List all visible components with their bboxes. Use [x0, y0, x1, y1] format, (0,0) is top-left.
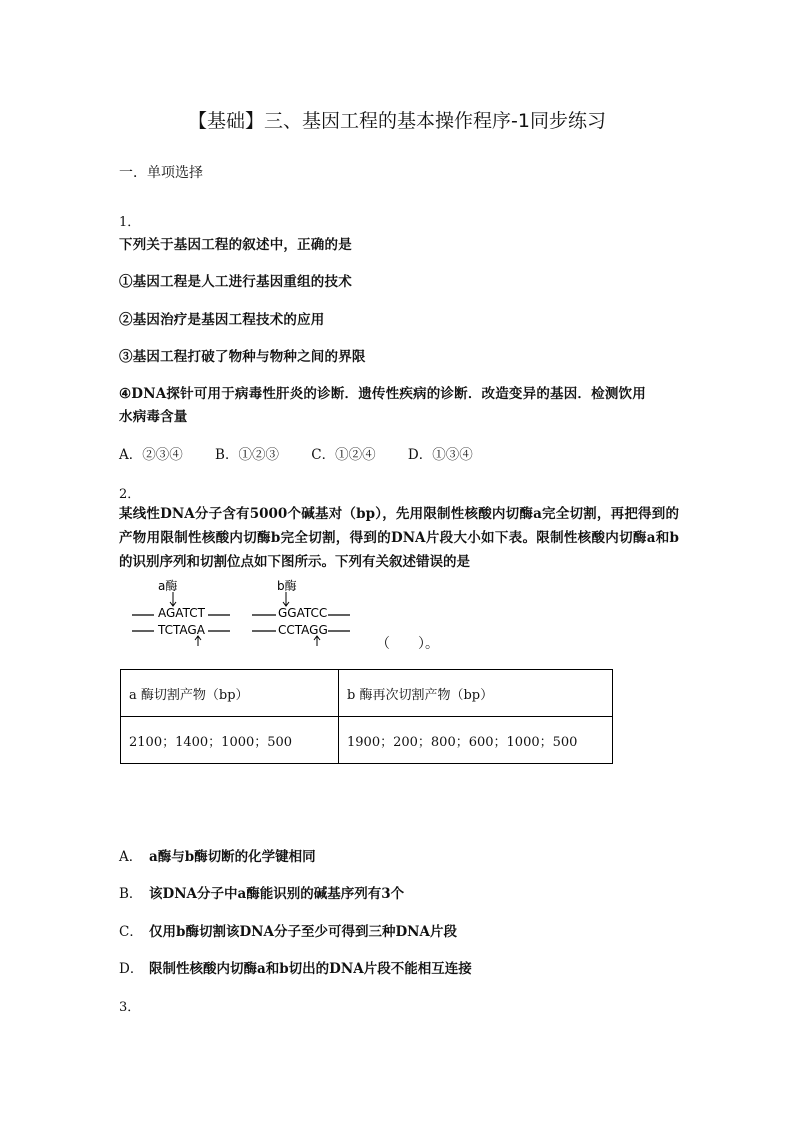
enzyme-b-label: b酶: [277, 579, 297, 593]
page-title: 【基础】三、基因工程的基本操作程序-1同步练习: [188, 110, 606, 132]
answer-parentheses: （ ）。: [376, 636, 439, 652]
question-1-number: 1．: [119, 215, 141, 230]
option-label: D．: [119, 961, 144, 977]
section-heading: 一．单项选择: [119, 165, 203, 181]
table-cell-b: 1900；200；800；600；1000；500: [339, 717, 613, 764]
question-1-statement-2: ②基因治疗是基因工程技术的应用: [119, 312, 325, 328]
question-2-option-a[interactable]: [119, 845, 316, 865]
table-header-a: a 酶切割产物（bp）: [121, 670, 339, 717]
table-header-b: b 酶再次切割产物（bp）: [339, 670, 613, 717]
fragment-table: [120, 669, 613, 764]
enzyme-a-bottom-strand: TCTAGA: [158, 623, 205, 637]
question-1-statement-4-cont: 水病毒含量: [119, 409, 188, 425]
question-2-option-c[interactable]: [119, 920, 457, 940]
question-1-statement-1: ①基因工程是人工进行基因重组的技术: [119, 274, 352, 290]
table-cell-a: 2100；1400；1000；500: [121, 717, 339, 764]
question-1-option-a[interactable]: A．②③④: [119, 447, 183, 463]
question-2-option-d[interactable]: [119, 957, 472, 977]
option-text: 该DNA分子中a酶能识别的碱基序列有3个: [149, 886, 405, 902]
option-label: B．: [119, 886, 143, 902]
question-1-option-b[interactable]: B．①②③: [215, 447, 279, 463]
question-1-stem: 下列关于基因工程的叙述中，正确的是: [119, 237, 352, 253]
table-header-row: [121, 670, 613, 717]
question-1-option-d[interactable]: D．①③④: [407, 447, 473, 463]
option-label: A．: [119, 849, 143, 865]
option-text: 仅用b酶切割该DNA分子至少可得到三种DNA片段: [149, 924, 457, 940]
enzyme-a-label: a酶: [158, 579, 178, 593]
question-1-option-c[interactable]: C．①②④: [311, 447, 376, 463]
question-1-options: [119, 443, 499, 463]
question-2-stem: 某线性DNA分子含有5000个碱基对（bp），先用限制性核酸内切酶a完全切割，再把得到的产物用限制性核酸内切酶b完全切割，得到的DNA片段大小如下表。限制性核酸内切酶a和b的识别序列和切割位点如下图所示。下列有关叙述错误的是: [119, 506, 679, 570]
table-row: [121, 717, 613, 764]
question-3-number: 3．: [119, 1000, 141, 1015]
option-text: a酶与b酶切断的化学键相同: [149, 849, 316, 865]
option-text: 限制性核酸内切酶a和b切出的DNA片段不能相互连接: [149, 961, 472, 977]
question-1-statement-4: ④DNA探针可用于病毒性肝炎的诊断．遗传性疾病的诊断．改造变异的基因．检测饮用: [119, 386, 646, 402]
question-2-option-b[interactable]: [119, 882, 404, 902]
enzyme-b-bottom-strand: CCTAGG: [278, 623, 328, 637]
enzyme-a-top-strand: AGATCT: [158, 606, 205, 620]
restriction-site-figure: [128, 578, 368, 648]
option-label: C．: [119, 924, 143, 940]
question-2-number: 2．: [119, 487, 141, 502]
enzyme-b-top-strand: GGATCC: [278, 606, 328, 620]
question-1-statement-3: ③基因工程打破了物种与物种之间的界限: [119, 349, 366, 365]
